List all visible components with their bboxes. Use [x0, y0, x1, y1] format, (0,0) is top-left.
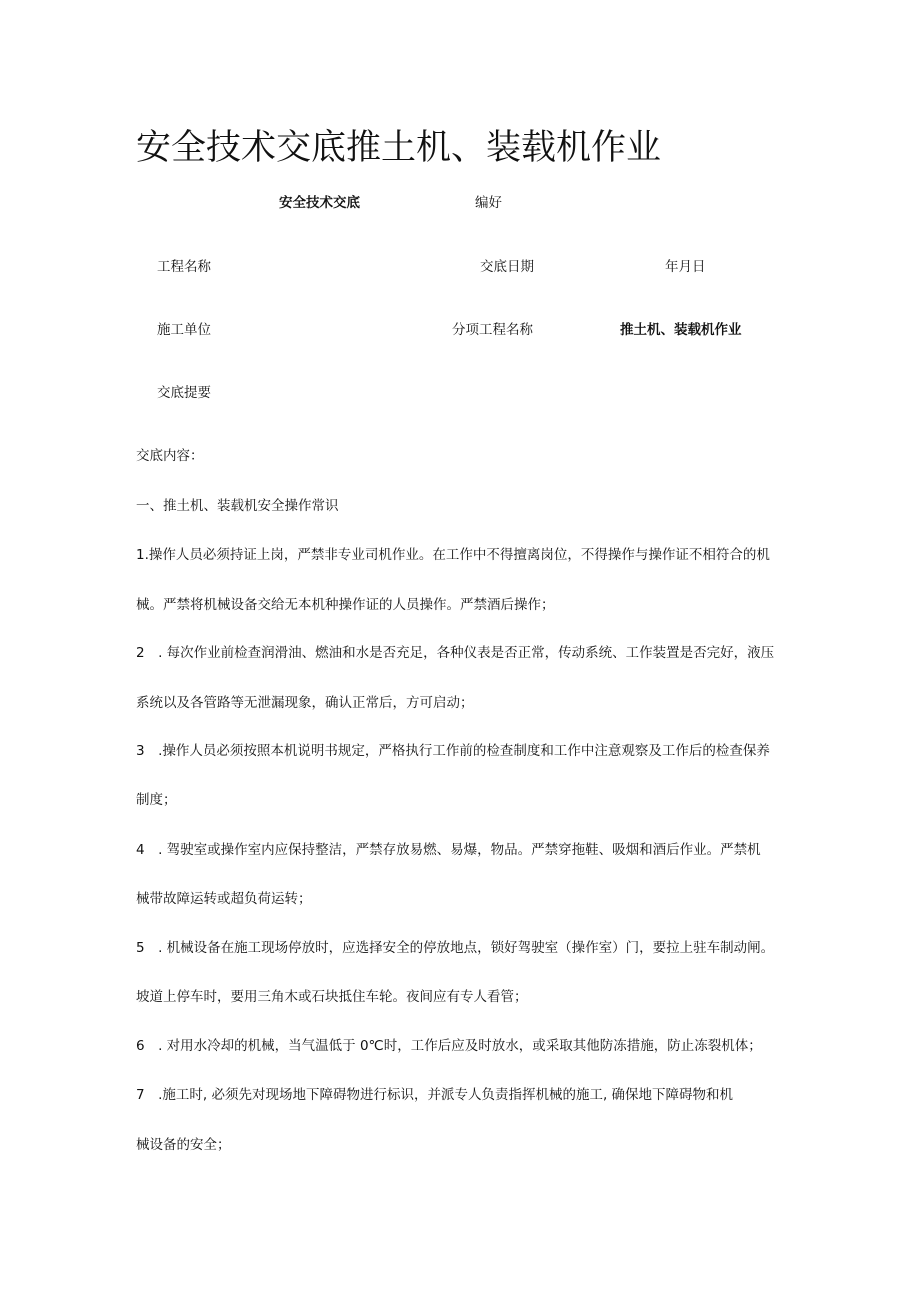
content-line: 坡道上停车时，要用三角木或石块抵住车轮。夜间应有专人看管；: [136, 989, 528, 1005]
date-label: 交底日期: [480, 259, 534, 275]
sub-project-label: 分项工程名称: [452, 322, 533, 338]
code-label: 编好: [475, 195, 502, 211]
content-line: 2 . 每次作业前检查润滑油、燃油和水是否充足，各种仪表是否正常，传动系统、工作装置是否完好，液压: [136, 645, 775, 661]
doc-type-label: 安全技术交底: [279, 195, 360, 211]
content-line: 6 . 对用水冷却的机械，当气温低于 0℃时，工作后应及时放水，或采取其他防冻措施，防止冻裂机体；: [136, 1038, 762, 1054]
content-line: 系统以及各管路等无泄漏现象，确认正常后，方可启动；: [136, 695, 474, 711]
content-line: 械带故障运转或超负荷运转；: [136, 891, 312, 907]
section-title: 一、推土机、装载机安全操作常识: [136, 498, 339, 514]
date-value: 年月日: [665, 259, 706, 275]
content-line: 制度；: [136, 792, 177, 808]
content-line: 3 .操作人员必须按照本机说明书规定，严格执行工作前的检查制度和工作中注意观察及工作后的检查保养: [136, 743, 770, 759]
content-line: 4 . 驾驶室或操作室内应保持整洁，严禁存放易燃、易爆，物品。严禁穿拖鞋、吸烟和酒后作业。严禁机: [136, 842, 761, 858]
document-title: 安全技术交底推土机、装载机作业: [136, 128, 662, 168]
project-name-label: 工程名称: [157, 259, 211, 275]
construction-unit-label: 施工单位: [157, 322, 211, 338]
content-line: 械设备的安全；: [136, 1137, 231, 1153]
summary-label: 交底提要: [157, 385, 211, 401]
content-line: 7 .施工时, 必须先对现场地下障碍物进行标识，并派专人负责指挥机械的施工, 确保地下障碍物和机: [136, 1087, 734, 1103]
content-line: 1.操作人员必须持证上岗，严禁非专业司机作业。在工作中不得擅离岗位，不得操作与操作证不相符合的机: [136, 547, 770, 563]
sub-project-value: 推土机、装载机作业: [620, 322, 742, 338]
content-line: 5 . 机械设备在施工现场停放时，应选择安全的停放地点，锁好驾驶室（操作室）门，要拉上驻车制动闸。: [136, 940, 775, 956]
content-line: 械。严禁将机械设备交给无本机种操作证的人员操作。严禁酒后操作；: [136, 597, 555, 613]
content-heading: 交底内容：: [136, 448, 204, 464]
